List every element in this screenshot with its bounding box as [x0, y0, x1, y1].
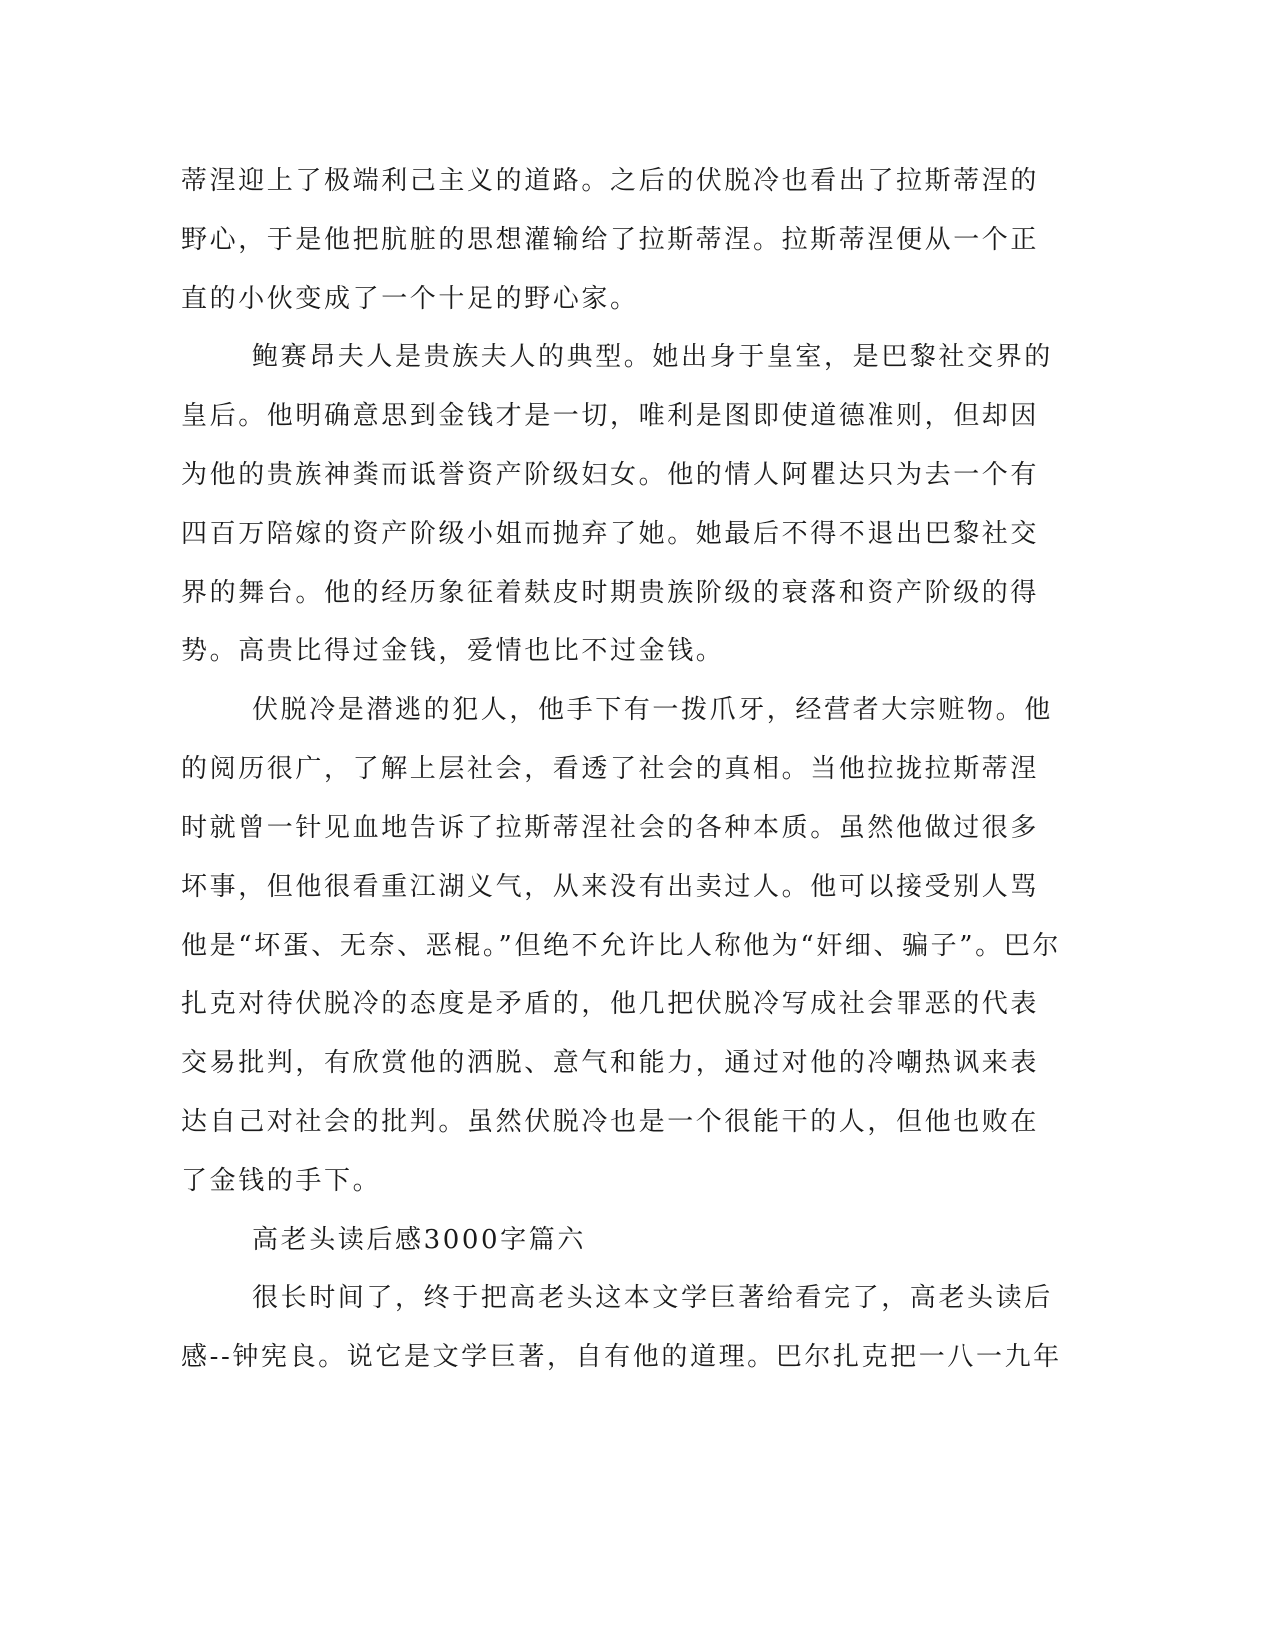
- text-line: 坏事，但他很看重江湖义气，从来没有出卖过人。他可以接受别人骂: [181, 872, 1040, 902]
- text-line: 皇后。他明确意思到金钱才是一切，唯利是图即使道德准则，但却因: [181, 401, 1040, 431]
- text-line: 势。高贵比得过金钱，爱情也比不过金钱。: [181, 636, 725, 666]
- text-line: 野心，于是他把肮脏的思想灌输给了拉斯蒂涅。拉斯蒂涅便从一个正: [181, 225, 1040, 255]
- text-line: 感--钟宪良。说它是文学巨著，自有他的道理。巴尔扎克把一八一九年: [181, 1342, 1062, 1372]
- text-line: 的阅历很广，了解上层社会，看透了社会的真相。当他拉拢拉斯蒂涅: [181, 754, 1040, 784]
- text-line: 为他的贵族神粪而诋誉资产阶级妇女。他的情人阿瞿达只为去一个有: [181, 460, 1040, 490]
- text-line: 时就曾一针见血地告诉了拉斯蒂涅社会的各种本质。虽然他做过很多: [181, 813, 1040, 843]
- text-line: 扎克对待伏脱冷的态度是矛盾的，他几把伏脱冷写成社会罪恶的代表: [181, 989, 1040, 1019]
- text-line: 直的小伙变成了一个十足的野心家。: [181, 284, 639, 314]
- text-line: 界的舞台。他的经历象征着麸皮时期贵族阶级的衰落和资产阶级的得: [181, 578, 1040, 608]
- paragraph-first-line: 鲍赛昂夫人是贵族夫人的典型。她出身于皇室，是巴黎社交界的: [252, 342, 1053, 372]
- section-heading: 高老头读后感3000字篇六: [252, 1225, 586, 1255]
- paragraph-first-line: 伏脱冷是潜逃的犯人，他手下有一拨爪牙，经营者大宗赃物。他: [252, 695, 1053, 725]
- text-line: 蒂涅迎上了极端利己主义的道路。之后的伏脱冷也看出了拉斯蒂涅的: [181, 166, 1040, 196]
- text-line: 达自己对社会的批判。虽然伏脱冷也是一个很能干的人，但他也败在: [181, 1107, 1040, 1137]
- text-line: 交易批判，有欣赏他的洒脱、意气和能力，通过对他的冷嘲热讽来表: [181, 1048, 1040, 1078]
- text-line: 四百万陪嫁的资产阶级小姐而抛弃了她。她最后不得不退出巴黎社交: [181, 519, 1040, 549]
- paragraph-first-line: 很长时间了，终于把高老头这本文学巨著给看完了，高老头读后: [252, 1283, 1053, 1313]
- text-line: 了金钱的手下。: [181, 1166, 382, 1196]
- text-line: 他是“坏蛋、无奈、恶棍。”但绝不允许比人称他为“奸细、骗子”。巴尔: [181, 931, 1061, 961]
